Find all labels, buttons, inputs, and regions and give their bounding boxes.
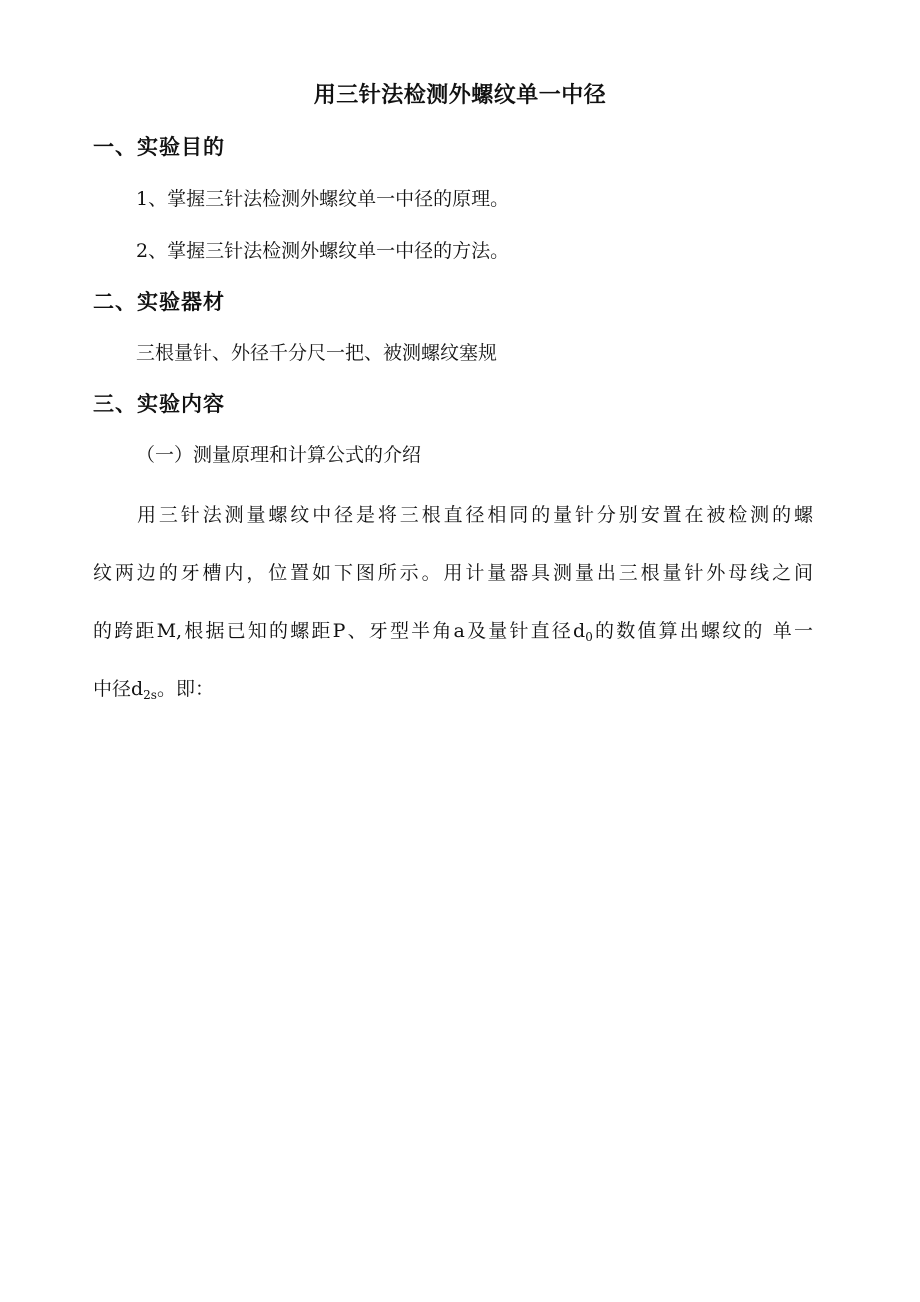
content-subheading: （一）测量原理和计算公式的介绍	[136, 444, 422, 466]
paragraph-line-4-text-b: 。即：	[156, 678, 214, 700]
d0-subscript: 0	[585, 630, 593, 644]
paragraph-line-2: 纹两边的牙槽内，位置如下图所示。用计量器具测量出三根量针外母线之间	[93, 562, 813, 584]
paragraph-line-3-text-a: 的跨距M,根据已知的螺距P、牙型半角a及量针直径d	[93, 620, 586, 642]
section-heading-equipment: 二、实验器材	[93, 290, 225, 314]
objective-item-2: 2、掌握三针法检测外螺纹单一中径的方法。	[136, 240, 510, 262]
content-paragraph	[93, 486, 813, 718]
paragraph-line-4-text-a: 中径d	[93, 678, 144, 700]
section-heading-objective: 一、实验目的	[93, 135, 225, 159]
equipment-list: 三根量针、外径千分尺一把、被测螺纹塞规	[136, 342, 498, 364]
paragraph-line-1: 用三针法测量螺纹中径是将三根直径相同的量针分别安置在被检测的螺	[137, 504, 813, 526]
d2s-subscript: 2s	[143, 688, 157, 702]
document-title: 用三针法检测外螺纹单一中径	[313, 83, 607, 108]
section-heading-content: 三、实验内容	[93, 392, 225, 416]
paragraph-line-3	[93, 602, 813, 660]
paragraph-line-4	[93, 660, 813, 718]
objective-item-1: 1、掌握三针法检测外螺纹单一中径的原理。	[136, 188, 510, 210]
paragraph-line-3-text-b: 的数值算出螺纹的 单一	[592, 620, 813, 642]
